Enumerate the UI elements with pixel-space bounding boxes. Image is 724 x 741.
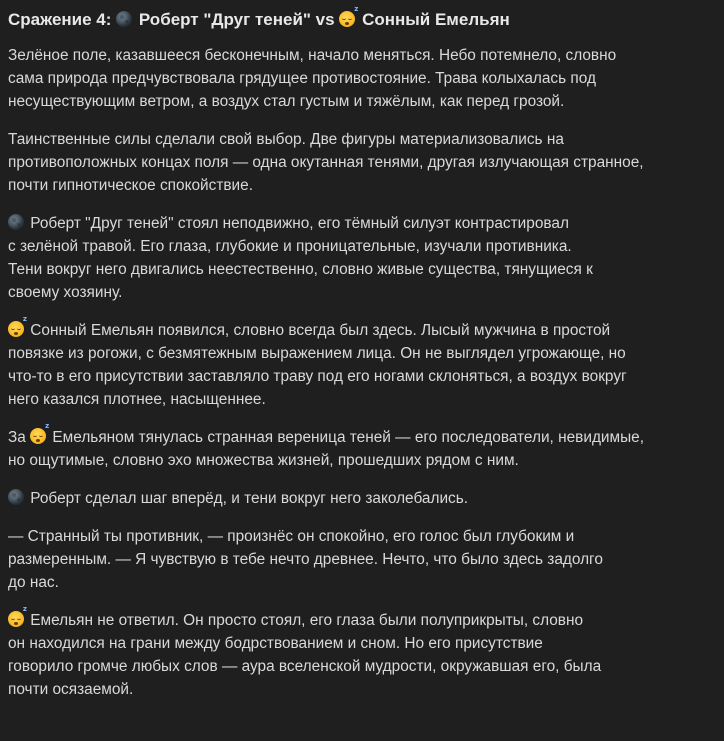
text-line: с зелёной травой. Его глаза, глубокие и проницательные, изучали противника.: [8, 238, 572, 255]
sleeping-face-icon: z: [339, 11, 355, 27]
paragraph-8: [8, 605, 708, 701]
text-line: [8, 212, 708, 235]
text-line: Таинственные силы сделали свой выбор. Две фигуры материализовались на: [8, 131, 564, 148]
text-span: Сонный Емельян появился, словно всегда был здесь. Лысый мужчина в простой: [30, 322, 611, 339]
paragraph-2: [8, 128, 708, 197]
text-span: За: [8, 429, 26, 446]
text-line: почти осязаемой.: [8, 681, 134, 698]
text-span: Роберт сделал шаг вперёд, и тени вокруг него заколебались.: [30, 490, 469, 507]
text-line: Зелёное поле, казавшееся бесконечным, начало меняться. Небо потемнело, словно: [8, 47, 617, 64]
text-line: почти гипнотическое спокойствие.: [8, 177, 253, 194]
sleeping-face-icon: z: [8, 321, 24, 337]
text-line: Тени вокруг него двигались неестественно, словно живые существа, тянущиеся к: [8, 261, 593, 278]
text-line: [8, 605, 708, 632]
text-line: повязке из рогожи, с безмятежным выражением лица. Он не выглядел угрожающе, но: [8, 345, 626, 362]
text-line: противоположных концах поля — одна окутанная тенями, другая излучающая странное,: [8, 154, 644, 171]
paragraph-4: [8, 315, 708, 411]
text-span: Роберт "Друг теней" стоял неподвижно, его тёмный силуэт контрастировал: [30, 215, 569, 232]
text-line: него казался плотнее, насыщеннее.: [8, 391, 266, 408]
text-line: своему хозяину.: [8, 284, 123, 301]
text-span: Емельяном тянулась странная вереница теней — его последователи, невидимые,: [52, 429, 644, 446]
text-line: сама природа предчувствовала грядущее противостояние. Трава колыхалась под: [8, 70, 596, 87]
new-moon-face-icon: [116, 11, 132, 27]
paragraph-7: [8, 525, 708, 594]
title-emelyan: Сонный Емельян: [362, 10, 510, 29]
text-line: что-то в его присутствии заставляло траву под его ногами склоняться, а воздух вокруг: [8, 368, 627, 385]
sleeping-face-icon: z: [8, 611, 24, 627]
sleeping-face-icon: z: [30, 428, 46, 444]
new-moon-face-icon: [8, 489, 24, 505]
text-line: но ощутимые, словно эхо множества жизней, прошедших рядом с ним.: [8, 452, 519, 469]
text-line: [8, 422, 708, 449]
title-prefix: Сражение 4:: [8, 10, 112, 29]
text-line: до нас.: [8, 574, 59, 591]
text-line: размеренным. — Я чувствую в тебе нечто древнее. Нечто, что было здесь задолго: [8, 551, 603, 568]
text-line: — Странный ты противник, — произнёс он спокойно, его голос был глубоким и: [8, 528, 575, 545]
text-line: [8, 315, 708, 342]
text-span: Емельян не ответил. Он просто стоял, его глаза были полуприкрыты, словно: [30, 612, 584, 629]
new-moon-face-icon: [8, 214, 24, 230]
paragraph-5: [8, 422, 708, 472]
text-line: он находился на грани между бодрствованием и сном. Но его присутствие: [8, 635, 543, 652]
text-line: несуществующим ветром, а воздух стал густым и тяжёлым, как перед грозой.: [8, 93, 565, 110]
text-line: [8, 487, 708, 510]
battle-title: [8, 5, 724, 31]
paragraph-1: [8, 44, 708, 113]
paragraph-6: [8, 487, 708, 510]
text-line: говорило громче любых слов — аура вселенской мудрости, окружавшая его, была: [8, 658, 602, 675]
title-robert: Роберт "Друг теней" vs: [138, 10, 335, 29]
paragraph-3: [8, 212, 708, 304]
